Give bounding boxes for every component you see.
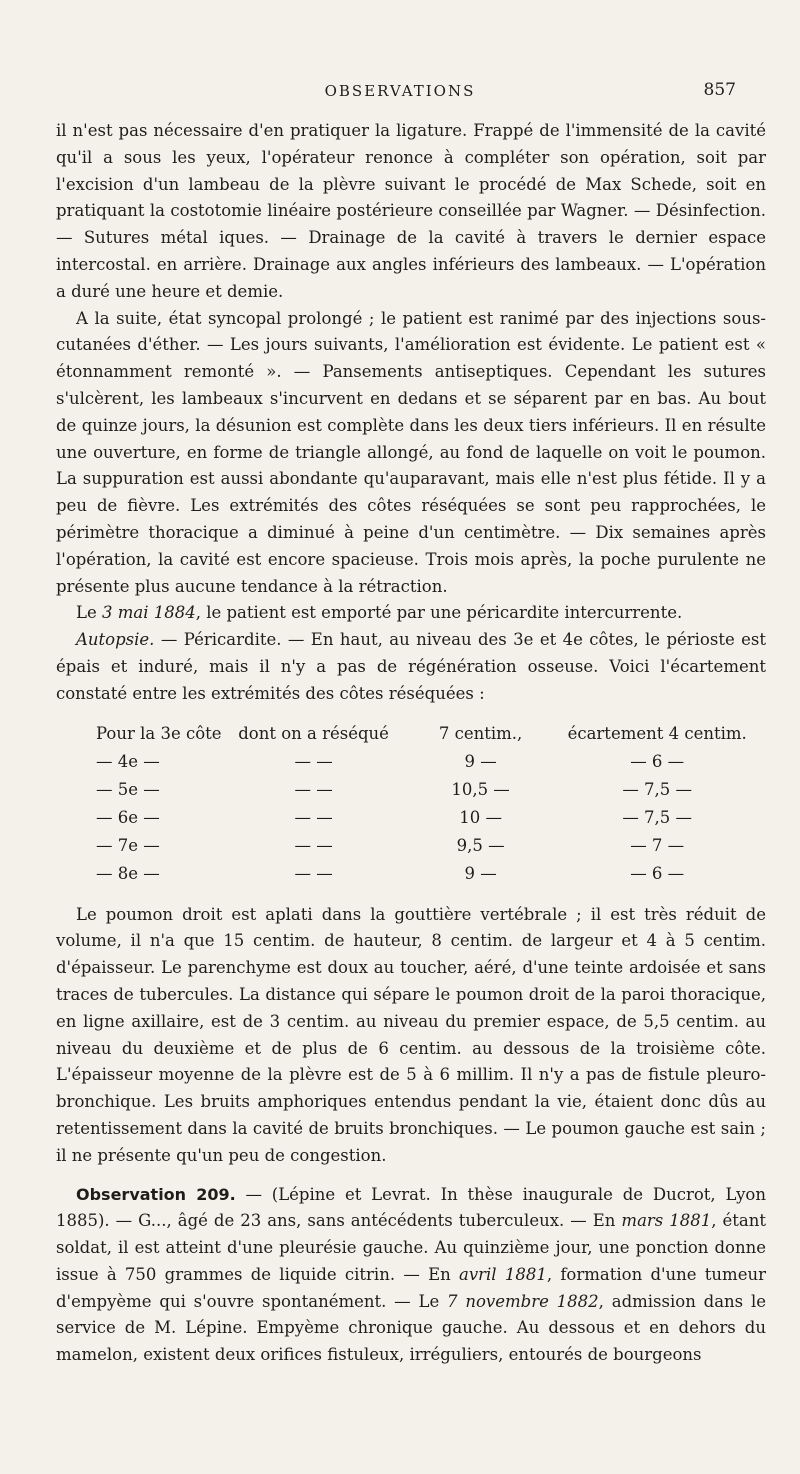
- observation-date-2: avril 1881: [458, 1264, 547, 1284]
- paragraph-observation-209: [56, 1182, 766, 1370]
- observation-heading: Observation 209.: [76, 1184, 236, 1204]
- rib-label: — 8e —: [96, 863, 160, 883]
- resection-label: — —: [294, 863, 333, 883]
- paragraph-death: [56, 600, 766, 627]
- measure-row: [90, 804, 753, 832]
- resection-label: — —: [294, 779, 333, 799]
- observation-part-4: , admission dans le service de M. Lépine. Empyème chronique gauche. Au dessous et en dehors du mamelon, existent deux orifices fistuleux, irréguliers, entourés de bourgeons: [56, 1291, 766, 1365]
- resected-length: 10,5 —: [451, 779, 510, 799]
- rib-label: — 5e —: [96, 779, 160, 799]
- page-number: 857: [703, 80, 736, 100]
- rib-label: — 7e —: [96, 835, 160, 855]
- autopsy-text: — Péricardite. — En haut, au niveau des 3e et 4e côtes, le périoste est épais et induré, mais il n'y a pas de régénération osseuse. Voici l'écartement constaté entre les extrémités des côtes réséquées :: [56, 630, 766, 703]
- rib-measures-table: [90, 720, 753, 888]
- gap-value: écartement 4 centim.: [567, 723, 747, 743]
- resection-label: dont on a réséqué: [238, 723, 389, 743]
- resected-length: 7 centim.,: [438, 723, 523, 743]
- gap-value: — 7,5 —: [622, 779, 693, 799]
- gap-value: — 7,5 —: [622, 807, 693, 827]
- paragraph-operation-end: il n'est pas nécessaire d'en pratiquer la ligature. Frappé de l'immensité de la cavité qu'il a sous les yeux, l'opérateur renonce à compléter son opération, soit par l'excision d'un lambeau de la plèvre suivant le procédé de Max Schede, soit en pratiquant la costotomie linéaire postérieure conseillée par Wagner. — Désinfection. — Sutures métal iques. — Drainage de la cavité à travers le dernier espace intercostal. en arrière. Drainage aux angles inférieurs des lambeaux. — L'opération a duré une heure et demie.: [56, 121, 766, 301]
- measure-row: [90, 860, 753, 888]
- observation-part-3: , formation d'une tumeur d'empyème qui s'ouvre spontanément. — Le: [56, 1264, 766, 1311]
- paragraph-postoperative: A la suite, état syncopal prolongé ; le patient est ranimé par des injections sous-cutanées d'éther. — Les jours suivants, l'amélioration est évidente. Le patient est « étonnamment remonté ». — Pansements antiseptiques. Cependant les sutures s'ulcèrent, les lambeaux s'incurvent en dedans et se séparent par en bas. Au bout de quinze jours, la désunion est complète dans les deux tiers inférieurs. Il en résulte une ouverture, en forme de triangle allongé, au fond de laquelle on voit le poumon. La suppuration est aussi abondante qu'auparavant, mais elle n'est plus fétide. Il y a peu de fièvre. Les extrémités des côtes réséquées se sont peu rapprochées, le périmètre thoracique a diminué à peine d'un centimètre. — Dix semaines après l'opération, la cavité est encore spacieuse. Trois mois après, la poche purulente ne présente plus aucune tendance à la rétraction.: [56, 308, 766, 596]
- gap-value: — 6 —: [630, 751, 685, 771]
- running-head: [0, 80, 800, 104]
- resection-label: — —: [294, 835, 333, 855]
- resected-length: 9 —: [464, 863, 497, 883]
- rib-label: Pour la 3e côte: [96, 723, 222, 743]
- observation-part-2: , étant soldat, il est atteint d'une pleurésie gauche. Au quinzième jour, une ponction donne issue à 750 grammes de liquide citrin. — En: [56, 1211, 766, 1284]
- autopsy-label: Autopsie.: [76, 630, 155, 650]
- paragraph-autopsy: [56, 627, 766, 707]
- death-date: 3 mai 1884: [101, 603, 196, 623]
- resection-label: — —: [294, 807, 333, 827]
- running-title: OBSERVATIONS: [324, 82, 476, 100]
- measure-row: [90, 776, 753, 804]
- resected-length: 10 —: [459, 807, 502, 827]
- observation-date-1: mars 1881: [621, 1211, 712, 1231]
- body-text: [56, 118, 766, 1369]
- death-suffix: , le patient est emporté par une péricardite intercurrente.: [195, 603, 683, 623]
- death-prefix: Le: [76, 603, 102, 623]
- measure-row: [90, 720, 753, 748]
- resected-length: 9 —: [464, 751, 497, 771]
- gap-value: — 7 —: [630, 835, 685, 855]
- rib-label: — 4e —: [96, 751, 160, 771]
- measure-row: [90, 832, 753, 860]
- paragraph-lung: Le poumon droit est aplati dans la gouttière vertébrale ; il est très réduit de volume, il n'a que 15 centim. de hauteur, 8 centim. de largeur et 4 à 5 centim. d'épaisseur. Le parenchyme est doux au toucher, aéré, d'une teinte ardoisée et sans traces de tubercules. La distance qui sépare le poumon droit de la paroi thoracique, en ligne axillaire, est de 3 centim. au niveau du premier espace, de 5,5 centim. au niveau du deuxième et de plus de 6 centim. au dessous de la troisième côte. L'épaisseur moyenne de la plèvre est de 5 à 6 millim. Il n'y a pas de fistule pleuro-bronchique. Les bruits amphoriques entendus pendant la vie, étaient donc dûs au retentissement dans la cavité de bruits bronchiques. — Le poumon gauche est sain ; il ne présente qu'un peu de congestion.: [56, 904, 766, 1165]
- observation-date-3: 7 novembre 1882: [447, 1291, 599, 1311]
- resection-label: — —: [294, 751, 333, 771]
- resected-length: 9,5 —: [456, 835, 505, 855]
- measure-row: [90, 748, 753, 776]
- rib-label: — 6e —: [96, 807, 160, 827]
- observation-part-1: — (Lépine et Levrat. In thèse inaugurale de Ducrot, Lyon 1885). — G..., âgé de 23 ans, sans antécédents tuberculeux. — En: [56, 1184, 766, 1231]
- gap-value: — 6 —: [630, 863, 685, 883]
